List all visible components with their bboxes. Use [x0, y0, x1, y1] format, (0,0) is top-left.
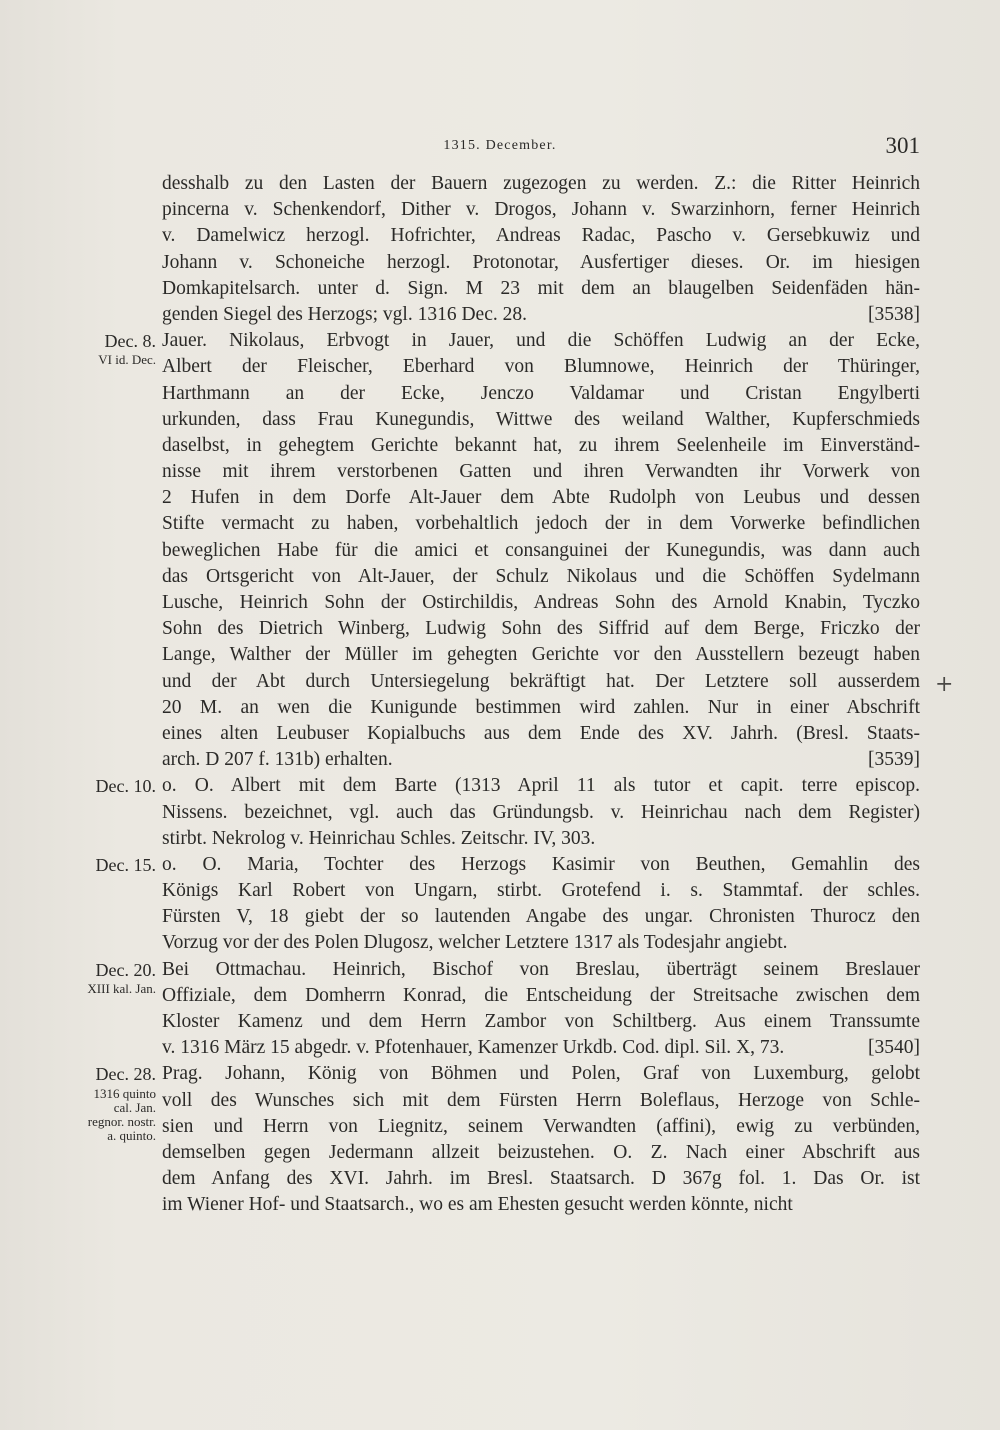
entry-text [162, 852, 920, 957]
text-line [162, 983, 920, 1009]
margin-note-line: 1316 quinto [93, 1085, 156, 1101]
margin-mark: + [935, 672, 954, 697]
text-line-content: Lange, Walther der Müller im gehegten Gerichte vor den Ausstellern bezeugt haben [162, 644, 920, 666]
text-line-content: Albert der Fleischer, Eberhard von Blumnowe, Heinrich der Thüringer, [162, 356, 920, 378]
margin-date: Dec. 28. [95, 1064, 156, 1085]
text-line-content: pincerna v. Schenkendorf, Dither v. Drogos, Johann v. Swarzinhorn, ferner Heinrich [162, 199, 920, 221]
entry-text [162, 773, 920, 852]
margin-date: Dec. 10. [95, 776, 156, 797]
document-entry [0, 773, 1000, 852]
page-number: 301 [885, 133, 920, 158]
text-line-content: Fürsten V, 18 giebt der so lautenden Angabe des ungar. Chronisten Thurocz den [162, 906, 920, 928]
text-line-content: daselbst, in gehegtem Gerichte bekannt hat, zu ihrem Seelenheile im Einverständ- [162, 434, 920, 456]
text-line [162, 930, 920, 956]
text-line-content: beweglichen Habe für die amici et consanguinei der Kunegundis, was dann auch [162, 539, 920, 561]
text-line [162, 878, 920, 904]
text-line-content: Harthmann an der Ecke, Jenczo Valdamar und Cristan Engylberti [162, 382, 920, 404]
text-line [162, 223, 920, 249]
text-line-content: dem Anfang des XVI. Jahrh. im Bresl. Staatsarch. D 367g fol. 1. Das Or. ist [162, 1168, 920, 1190]
text-line-content: voll des Wunsches sich mit dem Fürsten Herrn Boleflaus, Herzoge von Schle- [162, 1089, 920, 1111]
text-line [162, 1061, 920, 1087]
text-line [162, 616, 920, 642]
margin-note-line: VI id. Dec. [98, 352, 156, 368]
entry-text [162, 957, 920, 1062]
entry-reference-number: [3538] [868, 303, 920, 325]
text-line-content: Stifte vermacht zu haben, vorbehaltlich jedoch der in dem Vorwerke befindlichen [162, 513, 920, 535]
text-line-content: Kloster Kamenz und dem Herrn Zambor von Schiltberg. Aus einem Transsumte [162, 1011, 920, 1032]
text-line [162, 773, 920, 799]
text-line [162, 564, 920, 590]
text-line [162, 904, 920, 930]
margin-note-line: XIII kal. Jan. [87, 980, 156, 996]
text-line [162, 433, 920, 459]
text-line [162, 1035, 920, 1061]
document-entry [0, 171, 1000, 328]
text-line [162, 328, 920, 354]
entry-reference-number: [3539] [868, 749, 920, 771]
text-line [162, 721, 920, 747]
text-line [162, 695, 920, 721]
entry-text [162, 1061, 920, 1218]
document-entry [0, 1061, 1000, 1218]
text-line-content: und der Abt durch Untersiegelung bekräftigt hat. Der Letztere soll ausserdem [162, 670, 920, 692]
text-line [162, 747, 920, 773]
running-head: 1315. December. [443, 138, 557, 153]
text-line-content: genden Siegel des Herzogs; vgl. 1316 Dec. 28. [162, 303, 527, 325]
text-line-content: o. O. Albert mit dem Barte (1313 April 11 als tutor et capit. terre episcop. [162, 775, 920, 797]
text-line-content: Bei Ottmachau. Heinrich, Bischof von Breslau, überträgt seinem Breslauer [162, 958, 920, 980]
text-line [162, 826, 920, 852]
text-line-content: urkunden, dass Frau Kunegundis, Wittwe des weiland Walther, Kupferschmieds [162, 408, 920, 430]
text-line-content: desshalb zu den Lasten der Bauern zugezogen zu werden. Z.: die Ritter Heinrich [162, 173, 920, 194]
text-line [162, 197, 920, 223]
text-line-content: o. O. Maria, Tochter des Herzogs Kasimir von Beuthen, Gemahlin des [162, 853, 920, 875]
document-entry [0, 957, 1000, 1062]
text-line [162, 485, 920, 511]
text-line [162, 669, 920, 695]
text-line [162, 302, 920, 328]
text-line-content: Königs Karl Robert von Ungarn, stirbt. Grotefend i. s. Stammtaf. der schles. [162, 880, 920, 902]
text-line-content: arch. D 207 f. 131b) erhalten. [162, 749, 393, 771]
margin-note [40, 1061, 156, 1143]
text-line-content: 2 Hufen in dem Dorfe Alt-Jauer dem Abte Rudolph von Leubus und dessen [162, 487, 920, 509]
text-line [162, 1166, 920, 1192]
entry-reference-number: [3540] [868, 1037, 920, 1059]
margin-date: Dec. 15. [95, 854, 156, 875]
text-line [162, 250, 920, 276]
text-line-content: 20 M. an wen die Kunigunde bestimmen wird zahlen. Nur in einer Abschrift [162, 696, 920, 718]
document-body [0, 171, 1000, 1219]
text-line-content: nisse mit ihrem verstorbenen Gatten und ihren Verwandten ihr Vorwerk von [162, 461, 920, 483]
text-line [162, 852, 920, 878]
margin-note-line: a. quinto. [107, 1127, 156, 1143]
margin-note-line: cal. Jan. [113, 1099, 156, 1115]
text-line-content: Johann v. Schoneiche herzogl. Protonotar, Ausfertiger dieses. Or. im hiesigen [162, 251, 920, 273]
text-line-content: demselben gegen Jedermann allzeit beizustehen. O. Z. Nach einer Abschrift aus [162, 1141, 920, 1163]
margin-note [40, 773, 156, 799]
text-line-content: stirbt. Nekrolog v. Heinrichau Schles. Zeitschr. IV, 303. [162, 827, 596, 849]
text-line-content: Vorzug vor der des Polen Dlugosz, welcher Letztere 1317 als Todesjahr angiebt. [162, 932, 788, 954]
text-line-content: Lusche, Heinrich Sohn der Ostirchildis, Andreas Sohn des Arnold Knabin, Tyczko [162, 592, 920, 613]
text-line-content: Jauer. Nikolaus, Erbvogt in Jauer, und die Schöffen Ludwig an der Ecke, [162, 330, 920, 352]
text-line [162, 1088, 920, 1114]
text-line [162, 511, 920, 537]
text-line-content: Prag. Johann, König von Böhmen und Polen, Graf von Luxemburg, gelobt [162, 1063, 920, 1085]
text-line [162, 1192, 920, 1218]
text-line [162, 459, 920, 485]
text-line [162, 800, 920, 826]
entry-text [162, 171, 920, 328]
text-line [162, 171, 920, 197]
margin-note [40, 852, 156, 878]
margin-date: Dec. 20. [95, 959, 156, 980]
text-line-content: Domkapitelsarch. unter d. Sign. M 23 mit dem an blaugelben Seidenfäden hän- [162, 277, 920, 299]
text-line [162, 1009, 920, 1035]
margin-note [40, 328, 156, 368]
text-line [162, 642, 920, 668]
page-header [0, 135, 1000, 165]
text-line-content: Offiziale, dem Domherrn Konrad, die Entscheidung der Streitsache zwischen dem [162, 984, 920, 1006]
document-entry [0, 328, 1000, 773]
text-line-content: Sohn des Dietrich Winberg, Ludwig Sohn des Siffrid auf dem Berge, Friczko der [162, 618, 920, 640]
text-line [162, 354, 920, 380]
text-line-content: v. Damelwicz herzogl. Hofrichter, Andreas Radac, Pascho v. Gersebkuwiz und [162, 225, 920, 247]
text-line-content: das Ortsgericht von Alt-Jauer, der Schulz Nikolaus und die Schöffen Sydelmann [162, 565, 920, 587]
text-line [162, 590, 920, 616]
text-line [162, 1114, 920, 1140]
document-entry [0, 852, 1000, 957]
margin-note-line: regnor. nostr. [87, 1113, 156, 1129]
text-line [162, 276, 920, 302]
margin-note [40, 957, 156, 997]
text-line-content: eines alten Leubuser Kopialbuchs aus dem Ende des XV. Jahrh. (Bresl. Staats- [162, 722, 920, 744]
text-line [162, 1140, 920, 1166]
text-line [162, 381, 920, 407]
text-line [162, 957, 920, 983]
text-line-content: Nissens. bezeichnet, vgl. auch das Gründungsb. v. Heinrichau nach dem Register) [162, 801, 920, 823]
text-line-content: sien und Herrn von Liegnitz, seinem Verwandten (affini), ewig zu verbünden, [162, 1115, 920, 1137]
text-line [162, 538, 920, 564]
margin-date: Dec. 8. [104, 331, 156, 352]
entry-text [162, 328, 920, 773]
text-line-content: im Wiener Hof- und Staatsarch., wo es am Ehesten gesucht werden könnte, nicht [162, 1194, 793, 1216]
text-line-content: v. 1316 März 15 abgedr. v. Pfotenhauer, Kamenzer Urkdb. Cod. dipl. Sil. X, 73. [162, 1037, 785, 1059]
text-line [162, 407, 920, 433]
